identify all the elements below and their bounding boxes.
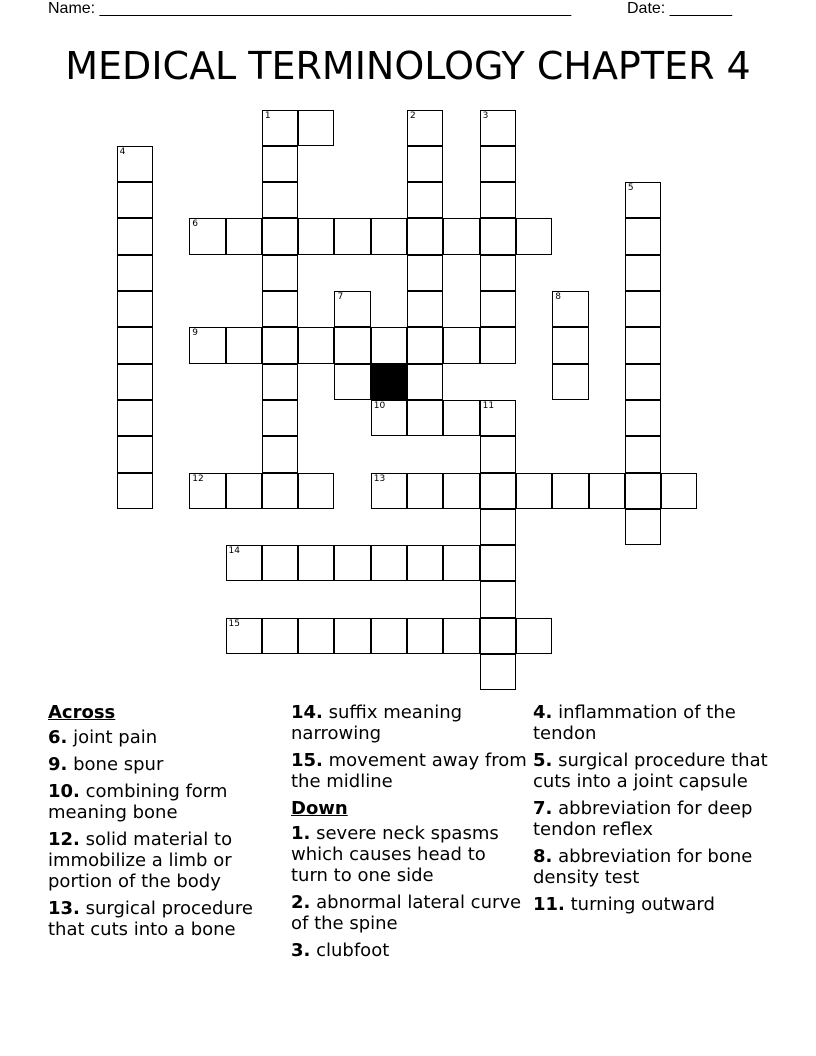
grid-cell[interactable] [443, 618, 479, 654]
grid-cell[interactable] [480, 182, 516, 218]
grid-cell[interactable] [661, 473, 697, 509]
grid-cell[interactable] [625, 400, 661, 436]
grid-cell[interactable] [117, 473, 153, 509]
grid-cell[interactable] [371, 473, 407, 509]
clue-down-5 [533, 750, 769, 792]
grid-cell[interactable] [117, 364, 153, 400]
clue-number: 10. [48, 781, 80, 802]
grid-cell[interactable] [480, 146, 516, 182]
grid-cell[interactable] [516, 618, 552, 654]
grid-cell[interactable] [480, 654, 516, 690]
grid-cell[interactable] [625, 473, 661, 509]
grid-cell[interactable] [262, 255, 298, 291]
grid-cell[interactable] [480, 618, 516, 654]
grid-clue-number: 4 [119, 146, 126, 157]
grid-cell[interactable] [625, 509, 661, 545]
clue-text: movement away from the midline [291, 750, 527, 792]
grid-clue-number: 8 [555, 292, 561, 303]
clue-text: combining form meaning bone [48, 781, 228, 823]
clue-text: suffix meaning narrowing [291, 702, 463, 744]
grid-cell[interactable] [117, 400, 153, 436]
grid-cell[interactable] [371, 545, 407, 581]
grid-cell[interactable] [407, 291, 443, 327]
clues-column-3 [533, 702, 769, 921]
grid-cell[interactable] [371, 218, 407, 254]
clue-number: 14. [291, 702, 323, 723]
name-field-label: Name: _____________________________________________________ [48, 0, 572, 17]
grid-cell[interactable] [262, 618, 298, 654]
clues-column-2 [291, 702, 527, 967]
across-heading: Across [48, 702, 116, 723]
grid-cell[interactable] [262, 473, 298, 509]
grid-cell[interactable] [480, 110, 516, 146]
grid-cell[interactable] [516, 473, 552, 509]
grid-cell[interactable] [117, 182, 153, 218]
grid-cell[interactable] [189, 473, 225, 509]
down-heading: Down [291, 798, 348, 819]
grid-cell[interactable] [334, 291, 370, 327]
grid-cell[interactable] [552, 291, 588, 327]
grid-cell[interactable] [625, 364, 661, 400]
grid-cell[interactable] [117, 291, 153, 327]
clue-number: 1. [291, 823, 311, 844]
grid-clue-number: 9 [192, 328, 198, 339]
grid-cell[interactable] [480, 218, 516, 254]
clues-column-1 [48, 702, 284, 946]
grid-cell[interactable] [262, 436, 298, 472]
grid-cell[interactable] [443, 327, 479, 363]
clue-number: 6. [48, 727, 68, 748]
clue-text: clubfoot [316, 940, 390, 961]
grid-cell[interactable] [625, 182, 661, 218]
grid-cell[interactable] [334, 327, 370, 363]
page-title: MEDICAL TERMINOLOGY CHAPTER 4 [65, 44, 751, 88]
grid-cell[interactable] [407, 473, 443, 509]
clue-number: 2. [291, 892, 311, 913]
clue-text: solid material to immobilize a limb or portion of the body [48, 829, 233, 892]
grid-cell[interactable] [226, 327, 262, 363]
grid-clue-number: 7 [337, 292, 344, 303]
clue-across-6 [48, 727, 284, 748]
grid-clue-number: 2 [410, 110, 416, 121]
grid-cell[interactable] [262, 400, 298, 436]
grid-clue-number: 13 [373, 473, 386, 484]
grid-cell[interactable] [334, 364, 370, 400]
grid-cell[interactable] [334, 545, 370, 581]
clue-number: 12. [48, 829, 80, 850]
clue-text: surgical procedure that cuts into a joint capsule [533, 750, 768, 792]
grid-cell[interactable] [589, 473, 625, 509]
grid-cell[interactable] [407, 110, 443, 146]
grid-cell[interactable] [371, 327, 407, 363]
grid-cell[interactable] [262, 110, 298, 146]
grid-cell[interactable] [443, 473, 479, 509]
clue-text: turning outward [570, 894, 715, 915]
grid-cell[interactable] [117, 327, 153, 363]
grid-cell[interactable] [262, 146, 298, 182]
clue-number: 4. [533, 702, 553, 723]
grid-cell[interactable] [552, 473, 588, 509]
clue-down-4 [533, 702, 769, 744]
grid-cell[interactable] [480, 255, 516, 291]
clue-text: abbreviation for deep tendon reflex [533, 798, 753, 840]
grid-cell[interactable] [552, 327, 588, 363]
clue-text: bone spur [73, 754, 164, 775]
grid-cell[interactable] [117, 218, 153, 254]
clue-across-15 [291, 750, 527, 792]
clue-across-14 [291, 702, 527, 744]
clue-number: 3. [291, 940, 311, 961]
grid-cell[interactable] [407, 255, 443, 291]
grid-cell[interactable] [407, 182, 443, 218]
grid-clue-number: 3 [482, 110, 489, 121]
clue-number: 8. [533, 846, 553, 867]
date-field-label: Date: _______ [627, 0, 732, 17]
grid-cell[interactable] [117, 436, 153, 472]
grid-cell[interactable] [262, 327, 298, 363]
clue-down-11 [533, 894, 769, 915]
grid-cell[interactable] [226, 618, 262, 654]
grid-cell[interactable] [625, 327, 661, 363]
grid-cell[interactable] [480, 509, 516, 545]
grid-cell[interactable] [298, 327, 334, 363]
grid-cell[interactable] [117, 255, 153, 291]
clue-down-1 [291, 823, 527, 886]
grid-clue-number: 1 [264, 110, 271, 121]
clue-number: 7. [533, 798, 553, 819]
grid-cell[interactable] [480, 545, 516, 581]
grid-cell[interactable] [407, 218, 443, 254]
grid-cell[interactable] [407, 146, 443, 182]
grid-cell[interactable] [298, 545, 334, 581]
grid-cell[interactable] [407, 364, 443, 400]
clue-text: severe neck spasms which causes head to turn to one side [291, 823, 499, 886]
grid-cell[interactable] [625, 255, 661, 291]
clue-number: 13. [48, 898, 80, 919]
blocked-cell [371, 364, 407, 400]
clue-across-13 [48, 898, 284, 940]
clue-across-10 [48, 781, 284, 823]
grid-cell[interactable] [262, 291, 298, 327]
clue-number: 15. [291, 750, 323, 771]
grid-cell[interactable] [407, 545, 443, 581]
clue-text: abnormal lateral curve of the spine [291, 892, 522, 934]
grid-cell[interactable] [480, 327, 516, 363]
grid-cell[interactable] [480, 291, 516, 327]
grid-clue-number: 5 [627, 183, 634, 194]
clue-down-8 [533, 846, 769, 888]
grid-cell[interactable] [371, 400, 407, 436]
grid-clue-number: 15 [228, 618, 240, 629]
grid-cell[interactable] [480, 436, 516, 472]
grid-cell[interactable] [480, 400, 516, 436]
grid-clue-number: 10 [373, 400, 386, 411]
grid-cell[interactable] [407, 400, 443, 436]
clue-down-2 [291, 892, 527, 934]
grid-clue-number: 14 [228, 546, 240, 557]
grid-cell[interactable] [334, 218, 370, 254]
grid-clue-number: 12 [192, 473, 204, 484]
grid-cell[interactable] [625, 218, 661, 254]
grid-cell[interactable] [226, 218, 262, 254]
grid-cell[interactable] [625, 436, 661, 472]
grid-cell[interactable] [226, 473, 262, 509]
grid-cell[interactable] [480, 473, 516, 509]
clue-down-3 [291, 940, 527, 961]
grid-cell[interactable] [552, 364, 588, 400]
grid-cell[interactable] [262, 218, 298, 254]
clue-across-9 [48, 754, 284, 775]
clue-across-12 [48, 829, 284, 892]
grid-cell[interactable] [516, 218, 552, 254]
grid-cell[interactable] [298, 218, 334, 254]
grid-cell[interactable] [480, 581, 516, 617]
grid-cell[interactable] [298, 473, 334, 509]
clue-text: joint pain [73, 727, 158, 748]
clue-number: 11. [533, 894, 565, 915]
grid-clue-number: 6 [192, 219, 198, 230]
clue-number: 5. [533, 750, 553, 771]
clue-text: inflammation of the tendon [533, 702, 736, 744]
grid-cell[interactable] [262, 545, 298, 581]
grid-cell[interactable] [298, 618, 334, 654]
clue-text: abbreviation for bone density test [533, 846, 753, 888]
grid-cell[interactable] [443, 545, 479, 581]
grid-cell[interactable] [443, 400, 479, 436]
clue-down-7 [533, 798, 769, 840]
grid-cell[interactable] [625, 291, 661, 327]
grid-cell[interactable] [262, 364, 298, 400]
grid-cell[interactable] [407, 327, 443, 363]
grid-cell[interactable] [443, 218, 479, 254]
grid-cell[interactable] [262, 182, 298, 218]
grid-cell[interactable] [189, 218, 225, 254]
grid-clue-number: 11 [482, 400, 495, 411]
grid-cell[interactable] [226, 545, 262, 581]
grid-cell[interactable] [189, 327, 225, 363]
grid-cell[interactable] [117, 146, 153, 182]
clue-text: surgical procedure that cuts into a bone [48, 898, 253, 940]
grid-cell[interactable] [334, 618, 370, 654]
clue-number: 9. [48, 754, 68, 775]
grid-cell[interactable] [371, 618, 407, 654]
grid-cell[interactable] [407, 618, 443, 654]
grid-cell[interactable] [298, 110, 334, 146]
